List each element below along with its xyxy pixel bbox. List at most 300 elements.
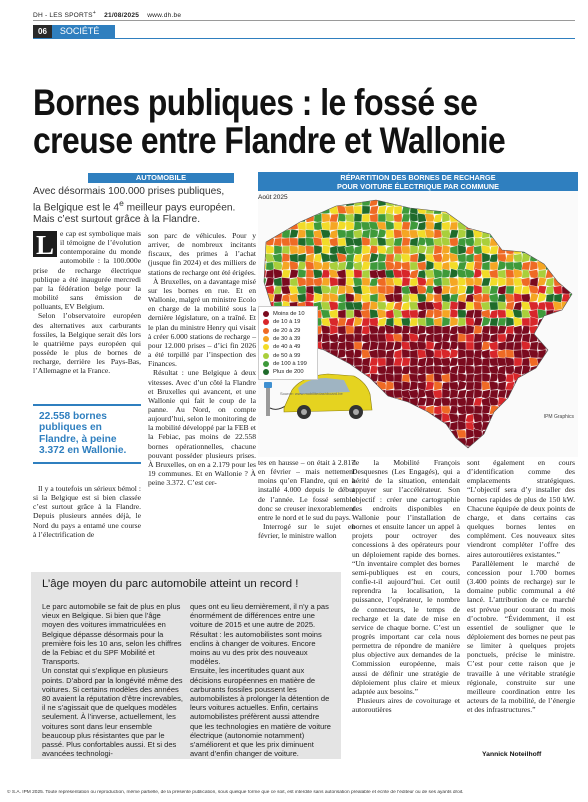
commune-cell xyxy=(569,350,578,359)
commune-cell xyxy=(497,318,506,326)
commune-cell xyxy=(570,261,578,271)
paper-name: DH - LES SPORTS xyxy=(33,12,93,20)
commune-cell xyxy=(298,430,306,439)
commune-cell xyxy=(489,381,499,391)
legend-swatch xyxy=(263,369,269,375)
commune-cell xyxy=(562,254,571,262)
commune-cell xyxy=(545,237,555,247)
commune-cell xyxy=(553,198,563,207)
commune-cell xyxy=(265,437,274,447)
commune-cell xyxy=(354,326,362,334)
commune-cell xyxy=(258,246,266,254)
commune-cell xyxy=(266,198,274,206)
commune-cell xyxy=(338,326,346,335)
commune-cell xyxy=(410,245,418,254)
ipm-graphics-logo: IPM Graphics xyxy=(543,414,574,420)
commune-cell xyxy=(425,293,434,303)
commune-cell xyxy=(345,446,354,455)
commune-cell xyxy=(281,261,290,270)
commune-cell xyxy=(498,230,506,238)
commune-cell xyxy=(514,350,523,359)
commune-cell xyxy=(553,438,564,446)
commune-cell xyxy=(490,429,499,439)
commune-cell xyxy=(434,414,443,423)
issue-date: 21/08/2025 xyxy=(104,12,140,20)
commune-cell xyxy=(497,310,507,318)
commune-cell xyxy=(466,350,475,358)
commune-cell xyxy=(569,374,578,382)
commune-cell xyxy=(474,310,483,318)
commune-cell xyxy=(426,246,435,254)
commune-cell xyxy=(442,301,450,310)
article-column-2: son parc de véhicules. Pour y arriver, de nombreux incitants fiscaux, des primes à l’achat (jusque fin 2024) et des milliers de stations de recharge ont été érigées. À Bruxelles, on a davantage misé sur les bornes en rue. Et en Wallonie, malgré un ministre Ecolo en charge de la mobilité sous la dernière législature, on a traîné. Et le plan du ministre Henry qui visait à créer 6.000 stations de recharge – pour 12.000 prises – d’ici fin 2026 a été torpillé par l’inspection des Finances. Résultat : une Belgique à deux vitesses. Avec d’un côté la Flandre et Bruxelles qui avancent, et une Wallonie qui fait le coup de la panne. Au Nord, on compte aujourd’hui, selon le monitoring de la mobilité développé par la FEB et la Febiac, pas moins de 22.558 bornes opérationnelles, chacune pouvant posséder plusieurs prises. À Bruxelles, on en a 2.179 pour les 19 communes. Et en Wallonie ? À peine 3.372. C’est cer- xyxy=(148,231,256,488)
rubric-rule xyxy=(33,38,575,39)
commune-cell xyxy=(425,222,434,231)
commune-cell xyxy=(418,422,427,430)
commune-cell xyxy=(401,421,411,431)
commune-cell xyxy=(482,205,490,215)
commune-cell xyxy=(273,214,283,223)
commune-cell xyxy=(402,381,410,390)
commune-cell xyxy=(545,389,555,399)
commune-cell xyxy=(554,365,563,375)
commune-cell xyxy=(489,286,498,294)
commune-cell xyxy=(369,438,378,447)
commune-cell xyxy=(346,357,354,366)
commune-cell xyxy=(545,357,555,366)
commune-cell xyxy=(410,350,418,359)
commune-cell xyxy=(394,238,403,247)
commune-cell xyxy=(481,278,490,286)
commune-cell xyxy=(346,254,355,263)
commune-cell xyxy=(378,342,386,350)
commune-cell xyxy=(513,198,522,206)
commune-cell xyxy=(481,437,491,447)
commune-cell xyxy=(545,270,554,279)
commune-cell xyxy=(346,310,354,318)
legend-swatch xyxy=(263,328,269,334)
commune-cell xyxy=(322,293,331,302)
commune-cell xyxy=(362,302,371,311)
legend-entry xyxy=(263,327,313,335)
commune-cell xyxy=(465,310,474,319)
commune-cell xyxy=(298,445,306,454)
commune-cell xyxy=(561,318,572,327)
commune-cell xyxy=(522,430,530,439)
legend-label: de 10 à 19 xyxy=(273,319,301,326)
article-column-3: tes en hausse – on était à 2.817 en février – mais nettement moins qu’en Flandre, qui en a installé 4.000 depuis le début de l’année. Le fossé semble donc se creuser inexorablement entre le nord et le sud du pays. Interrogé sur le sujet en février, le ministre wallon xyxy=(258,458,355,541)
commune-cell xyxy=(370,429,378,438)
commune-cell xyxy=(497,214,506,222)
commune-cell xyxy=(529,238,538,247)
commune-cell xyxy=(442,422,450,431)
commune-cell xyxy=(554,270,562,279)
commune-cell xyxy=(537,398,546,406)
commune-cell xyxy=(554,453,562,456)
legend-label: de 40 à 49 xyxy=(273,344,301,351)
commune-cell xyxy=(458,229,466,239)
commune-cell xyxy=(473,205,482,215)
commune-cell xyxy=(513,325,522,335)
commune-cell xyxy=(529,213,538,223)
commune-cell xyxy=(466,342,474,350)
commune-cell xyxy=(514,390,522,398)
commune-cell xyxy=(497,373,507,382)
commune-cell xyxy=(281,214,291,223)
commune-cell xyxy=(313,198,322,207)
commune-cell xyxy=(362,270,370,279)
commune-cell xyxy=(346,221,354,230)
commune-cell xyxy=(506,421,515,430)
commune-cell xyxy=(522,318,530,326)
commune-cell xyxy=(474,366,483,374)
commune-cell xyxy=(521,214,530,223)
commune-cell xyxy=(378,445,387,455)
commune-cell xyxy=(329,214,338,223)
commune-cell xyxy=(274,438,282,446)
commune-cell xyxy=(306,230,315,239)
commune-cell xyxy=(553,422,563,430)
commune-cell xyxy=(265,429,274,438)
commune-cell xyxy=(482,261,490,271)
commune-cell xyxy=(330,358,339,366)
commune-cell xyxy=(425,278,434,287)
commune-cell xyxy=(442,269,450,279)
commune-cell xyxy=(345,334,355,342)
commune-cell xyxy=(434,405,442,415)
commune-cell xyxy=(442,278,450,287)
commune-cell xyxy=(289,206,299,214)
commune-cell xyxy=(410,381,419,390)
site-url: www.dh.be xyxy=(147,12,182,20)
commune-cell xyxy=(313,438,323,447)
commune-cell xyxy=(569,326,578,334)
commune-cell xyxy=(266,229,275,239)
commune-cell xyxy=(386,230,394,239)
commune-cell xyxy=(562,389,570,399)
commune-cell xyxy=(561,326,570,335)
commune-cell xyxy=(506,269,515,278)
commune-cell xyxy=(570,446,578,455)
commune-cell xyxy=(425,285,434,294)
commune-cell xyxy=(345,341,354,350)
commune-cell xyxy=(562,446,571,454)
commune-cell xyxy=(393,422,402,431)
commune-cell xyxy=(266,221,274,231)
commune-cell xyxy=(466,382,474,390)
commune-cell xyxy=(330,430,339,438)
commune-cell xyxy=(433,421,444,431)
commune-cell xyxy=(417,294,427,302)
commune-cell xyxy=(521,229,530,239)
commune-cell xyxy=(258,222,267,230)
commune-cell xyxy=(546,373,555,382)
commune-cell xyxy=(553,350,562,358)
commune-cell xyxy=(369,446,378,454)
commune-cell xyxy=(410,221,419,231)
commune-cell xyxy=(305,421,316,431)
commune-cell xyxy=(554,237,563,247)
commune-cell xyxy=(490,446,498,455)
commune-cell xyxy=(482,381,491,391)
commune-cell xyxy=(569,301,578,311)
charging-map-infographic xyxy=(258,172,578,457)
article-column-1: L e cap est symbolique mais il témoigne de l’évolution contemporaine du monde automobile : la 100.000e prise de recharge électrique publique a été inaugurée mercredi par la fédération belge pour la mobilité sans émission de polluants, EV Belgium. Selon l’observatoire européen des alternatives aux carburants fossiles, la Belgique serait dès lors le quatrième pays européen qui possède le plus de bornes de recharge, derrière les Pays-Bas, l’Allemagne et la France. xyxy=(33,229,141,376)
commune-cell xyxy=(489,437,500,447)
commune-cell xyxy=(393,381,402,390)
commune-cell xyxy=(266,270,275,279)
commune-cell xyxy=(466,222,474,231)
commune-cell xyxy=(306,454,314,456)
commune-cell xyxy=(322,278,331,286)
commune-cell xyxy=(505,230,514,239)
commune-cell xyxy=(353,349,362,359)
commune-cell xyxy=(466,438,475,447)
commune-cell xyxy=(553,445,562,455)
commune-cell xyxy=(553,229,563,238)
commune-cell xyxy=(570,438,578,447)
commune-cell xyxy=(521,382,530,391)
commune-cell xyxy=(393,445,403,454)
author-signature: Yannick Noteilhoff xyxy=(482,751,542,758)
commune-cell xyxy=(562,421,571,431)
commune-cell xyxy=(378,334,387,342)
commune-cell xyxy=(409,366,418,375)
commune-cell xyxy=(561,374,570,382)
commune-cell xyxy=(458,205,466,215)
commune-cell xyxy=(506,278,514,287)
commune-cell xyxy=(522,262,531,271)
commune-cell xyxy=(306,206,315,214)
commune-cell xyxy=(546,398,555,406)
commune-cell xyxy=(513,213,524,223)
commune-cell xyxy=(466,198,474,206)
commune-cell xyxy=(338,278,346,287)
map-source: Source: www.mobilitedashboard.be xyxy=(280,391,343,396)
commune-cell xyxy=(321,446,330,455)
commune-cell xyxy=(506,405,514,415)
commune-cell xyxy=(465,205,475,214)
commune-cell xyxy=(369,421,379,431)
commune-cell xyxy=(354,334,362,342)
commune-cell xyxy=(458,349,466,359)
commune-cell xyxy=(513,317,523,327)
commune-cell xyxy=(426,421,435,430)
commune-cell xyxy=(410,358,418,367)
commune-cell xyxy=(330,445,338,455)
commune-cell xyxy=(289,238,298,246)
commune-cell xyxy=(258,422,267,431)
commune-cell xyxy=(513,437,522,446)
commune-cell xyxy=(409,310,419,318)
drop-cap: L xyxy=(33,231,57,257)
commune-cell xyxy=(385,221,394,231)
commune-cell xyxy=(545,381,556,391)
commune-cell xyxy=(522,422,530,430)
commune-cell xyxy=(321,222,330,231)
commune-cell xyxy=(418,406,427,414)
commune-cell xyxy=(433,446,442,455)
commune-cell xyxy=(538,206,547,214)
commune-cell xyxy=(521,294,531,303)
legend-label: de 50 à 99 xyxy=(273,352,301,359)
commune-cell xyxy=(466,325,474,335)
commune-cell xyxy=(417,325,426,334)
commune-cell xyxy=(369,278,378,287)
commune-cell xyxy=(289,198,300,206)
commune-cell xyxy=(545,205,556,215)
copyright-footer: © S.A. IPM 2025. Toute représentation ou reproduction, même partielle, de la présente publication, sous quelque forme que ce soit, est interdite sans autorisation préalable et écrite de l’éditeur ou de ses ayants droit. xyxy=(7,790,464,795)
commune-cell xyxy=(266,421,275,430)
commune-cell xyxy=(521,198,531,207)
commune-cell xyxy=(362,294,371,303)
masthead xyxy=(33,10,573,19)
commune-cell xyxy=(418,445,427,455)
commune-cell xyxy=(490,213,498,223)
commune-cell xyxy=(545,246,554,255)
commune-cell xyxy=(330,438,339,447)
headline-line-2: creuse entre Flandre et Wallonie xyxy=(33,120,506,161)
commune-cell xyxy=(425,437,436,446)
commune-cell xyxy=(530,245,539,254)
commune-cell xyxy=(338,286,347,294)
commune-cell xyxy=(545,230,554,239)
commune-cell xyxy=(386,398,394,406)
commune-cell xyxy=(322,205,330,214)
commune-cell xyxy=(466,397,475,406)
commune-cell xyxy=(481,222,490,231)
commune-cell xyxy=(298,198,307,207)
commune-cell xyxy=(506,446,515,455)
commune-cell xyxy=(361,438,370,447)
commune-cell xyxy=(474,374,482,383)
commune-cell xyxy=(457,254,466,263)
commune-cell xyxy=(514,358,522,366)
commune-cell xyxy=(353,430,362,439)
commune-cell xyxy=(561,206,571,214)
commune-cell xyxy=(545,422,554,430)
commune-cell xyxy=(426,453,435,456)
commune-cell xyxy=(393,429,403,439)
commune-cell xyxy=(369,198,378,206)
commune-cell xyxy=(474,445,483,455)
commune-cell xyxy=(554,358,563,366)
commune-cell xyxy=(513,238,522,246)
commune-cell xyxy=(353,278,363,287)
commune-cell xyxy=(538,389,547,399)
commune-cell xyxy=(258,390,266,399)
commune-cell xyxy=(562,262,570,270)
commune-cell xyxy=(561,358,571,367)
commune-cell xyxy=(537,238,548,247)
commune-cell xyxy=(386,381,394,391)
commune-cell xyxy=(386,453,395,456)
commune-cell xyxy=(297,277,308,287)
legend-entry xyxy=(263,343,313,351)
commune-cell xyxy=(554,213,562,223)
commune-cell xyxy=(289,229,298,238)
commune-cell xyxy=(378,422,387,430)
page-number: 06 xyxy=(33,25,52,38)
commune-cell xyxy=(450,198,459,207)
commune-cell xyxy=(377,406,386,414)
commune-cell xyxy=(393,413,402,423)
legend-label: Moins de 10 xyxy=(273,311,305,318)
legend-entry xyxy=(263,335,313,343)
commune-cell xyxy=(529,430,539,438)
commune-cell xyxy=(273,381,282,390)
commune-cell xyxy=(514,397,523,407)
commune-cell xyxy=(329,301,340,310)
commune-cell xyxy=(562,454,570,456)
commune-cell xyxy=(569,365,578,375)
commune-cell xyxy=(554,389,562,398)
commune-cell xyxy=(290,413,299,423)
commune-cell xyxy=(401,254,411,262)
commune-cell xyxy=(306,430,314,438)
commune-cell xyxy=(489,413,500,423)
commune-cell xyxy=(258,213,266,223)
commune-cell xyxy=(322,437,330,446)
commune-cell xyxy=(537,245,546,255)
commune-cell xyxy=(338,453,347,456)
commune-cell xyxy=(489,293,499,303)
commune-cell xyxy=(474,285,483,295)
commune-cell xyxy=(466,374,475,382)
commune-cell xyxy=(538,429,547,439)
commune-cell xyxy=(386,390,395,398)
commune-cell xyxy=(322,213,331,222)
commune-cell xyxy=(538,213,546,223)
commune-cell xyxy=(281,437,290,446)
commune-cell xyxy=(330,366,339,375)
commune-cell xyxy=(498,334,507,342)
commune-cell xyxy=(562,221,570,231)
commune-cell xyxy=(529,326,539,335)
commune-cell xyxy=(570,397,578,407)
commune-cell xyxy=(410,198,419,206)
commune-cell xyxy=(490,390,499,398)
commune-cell xyxy=(258,238,266,247)
commune-cell xyxy=(378,349,387,358)
commune-cell xyxy=(306,437,315,446)
commune-cell xyxy=(385,342,394,351)
commune-cell xyxy=(282,230,290,239)
map-date: Août 2025 xyxy=(258,194,288,201)
commune-cell xyxy=(537,309,546,319)
commune-cell xyxy=(506,326,515,335)
commune-cell xyxy=(458,445,467,455)
commune-cell xyxy=(273,206,282,215)
commune-cell xyxy=(321,238,330,246)
commune-cell xyxy=(554,429,563,439)
commune-cell xyxy=(338,446,346,455)
commune-cell xyxy=(473,198,482,206)
commune-cell xyxy=(474,406,482,415)
commune-cell xyxy=(346,198,354,206)
commune-cell xyxy=(489,198,498,207)
commune-cell xyxy=(386,446,395,455)
legend-label: Plus de 200 xyxy=(273,369,304,376)
commune-cell xyxy=(377,302,387,310)
commune-cell xyxy=(561,278,571,286)
commune-cell xyxy=(417,438,428,447)
commune-cell xyxy=(505,382,514,391)
commune-cell xyxy=(281,270,290,278)
commune-cell xyxy=(569,381,578,390)
commune-cell xyxy=(410,422,419,431)
commune-cell xyxy=(489,302,498,310)
